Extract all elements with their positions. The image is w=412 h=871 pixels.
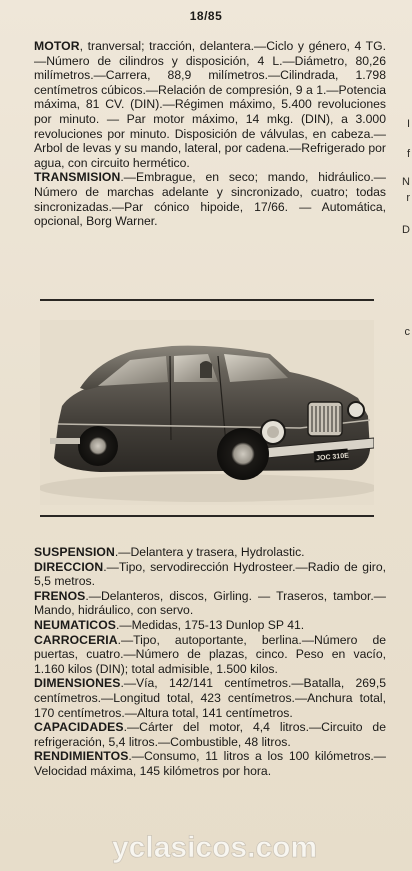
spec-text: .—Consumo, 11 litros a los 100 kilómetros.—Velocidad máxima, 145 kilómetros por hora.	[34, 749, 386, 778]
spec-text: .—Tipo, servodirección Hydrosteer.—Radio de giro, 5,5 metros.	[34, 559, 386, 589]
edge-letter: D	[402, 224, 410, 236]
spec-paragraph-direccion	[34, 560, 386, 589]
spec-paragraph-transmision	[34, 170, 386, 228]
divider-rule-bottom	[40, 515, 374, 517]
edge-letter: N	[402, 176, 410, 188]
page-number: 18/85	[189, 9, 223, 23]
spec-text: .—Delanteros, discos, Girling. — Traseros, tambor.—Mando, hidráulico, con servo.	[34, 588, 386, 618]
spec-block-bottom	[34, 545, 386, 779]
divider-rule-top	[40, 299, 374, 301]
spec-text: .—Cárter del motor, 4,4 litros.—Circuito de refrigeración, 5,4 litros.—Combustible, 48 litros.	[34, 720, 386, 749]
watermark-text: yclasicos.com	[112, 831, 318, 864]
edge-letter: I	[406, 118, 410, 130]
spec-text: .—Vía, 142/141 centímetros.—Batalla, 269,5 centímetros.—Longitud total, 423 centímetros.—Anchura total, 170 centímetros.—Altura total, 141 centímetros.	[34, 676, 386, 720]
spec-paragraph-frenos	[34, 589, 386, 618]
spec-label: FRENOS	[34, 588, 86, 603]
spec-paragraph-suspension	[34, 545, 386, 560]
license-plate: JOC 310E	[315, 452, 350, 463]
watermark-logo	[108, 828, 408, 866]
spec-text: .—Medidas, 175-13 Dunlop SP 41.	[116, 617, 305, 632]
spec-label: CARROCERIA	[34, 632, 118, 647]
spec-paragraph-carroceria	[34, 633, 386, 677]
spec-text: .—Tipo, autoportante, berlina.—Número de puertas, cuatro.—Número de plazas, cinco. Peso en vacío, 1.160 kilos (DIN); total admisible, 1.500 kilos.	[34, 632, 386, 676]
spec-paragraph-capacidades	[34, 720, 386, 749]
spec-paragraph-motor	[34, 39, 386, 170]
spec-text: .—Embrague, en seco; mando, hidráulico.—Número de marchas adelante y sincronizado, cuatro; todas sincronizadas.—Par cónico hipoide, 17/66. — Automática, opcional, Borg Warner.	[34, 170, 386, 229]
spec-text: , tranversal; tracción, delantera.—Ciclo y género, 4 TG.—Número de cilindros y disposición, 4 L.—Diámetro, 80,26 milímetros.—Carrera, 88,9 milímetros.—Cilindrada, 1.798 centímetros cúbicos.—Relación de compresión, 9 a 1.—Potencia máxima, 81 CV. (DIN).—Régimen máximo, 5.400 revoluciones por minuto. — Par motor máximo, 14 mkg. (DIN), a 3.000 revoluciones por minuto. Disposición de válvulas, en cabeza.—Arbol de levas y su mando, lateral, por cadena.—Refrigerado por agua, con circuito hermético.	[34, 39, 386, 170]
car-photo	[40, 320, 374, 505]
spec-text: .—Delantera y trasera, Hydrolastic.	[114, 545, 305, 559]
edge-letter: r	[406, 192, 410, 204]
spec-paragraph-rendimientos	[34, 749, 386, 778]
spec-label: DIRECCION	[34, 559, 104, 574]
spec-block-top	[34, 39, 386, 229]
spec-label: TRANSMISION	[34, 170, 121, 185]
spec-paragraph-dimensiones	[34, 676, 386, 720]
spec-label: MOTOR	[34, 39, 80, 53]
spec-label: NEUMATICOS	[34, 617, 117, 632]
spec-label: CAPACIDADES	[34, 720, 124, 735]
edge-letter: c	[404, 326, 410, 338]
edge-letter: f	[406, 148, 410, 160]
spec-label: SUSPENSION	[34, 545, 115, 559]
spec-label: DIMENSIONES	[34, 676, 121, 691]
spec-label: RENDIMIENTOS	[34, 749, 129, 764]
spec-paragraph-neumaticos	[34, 618, 386, 633]
